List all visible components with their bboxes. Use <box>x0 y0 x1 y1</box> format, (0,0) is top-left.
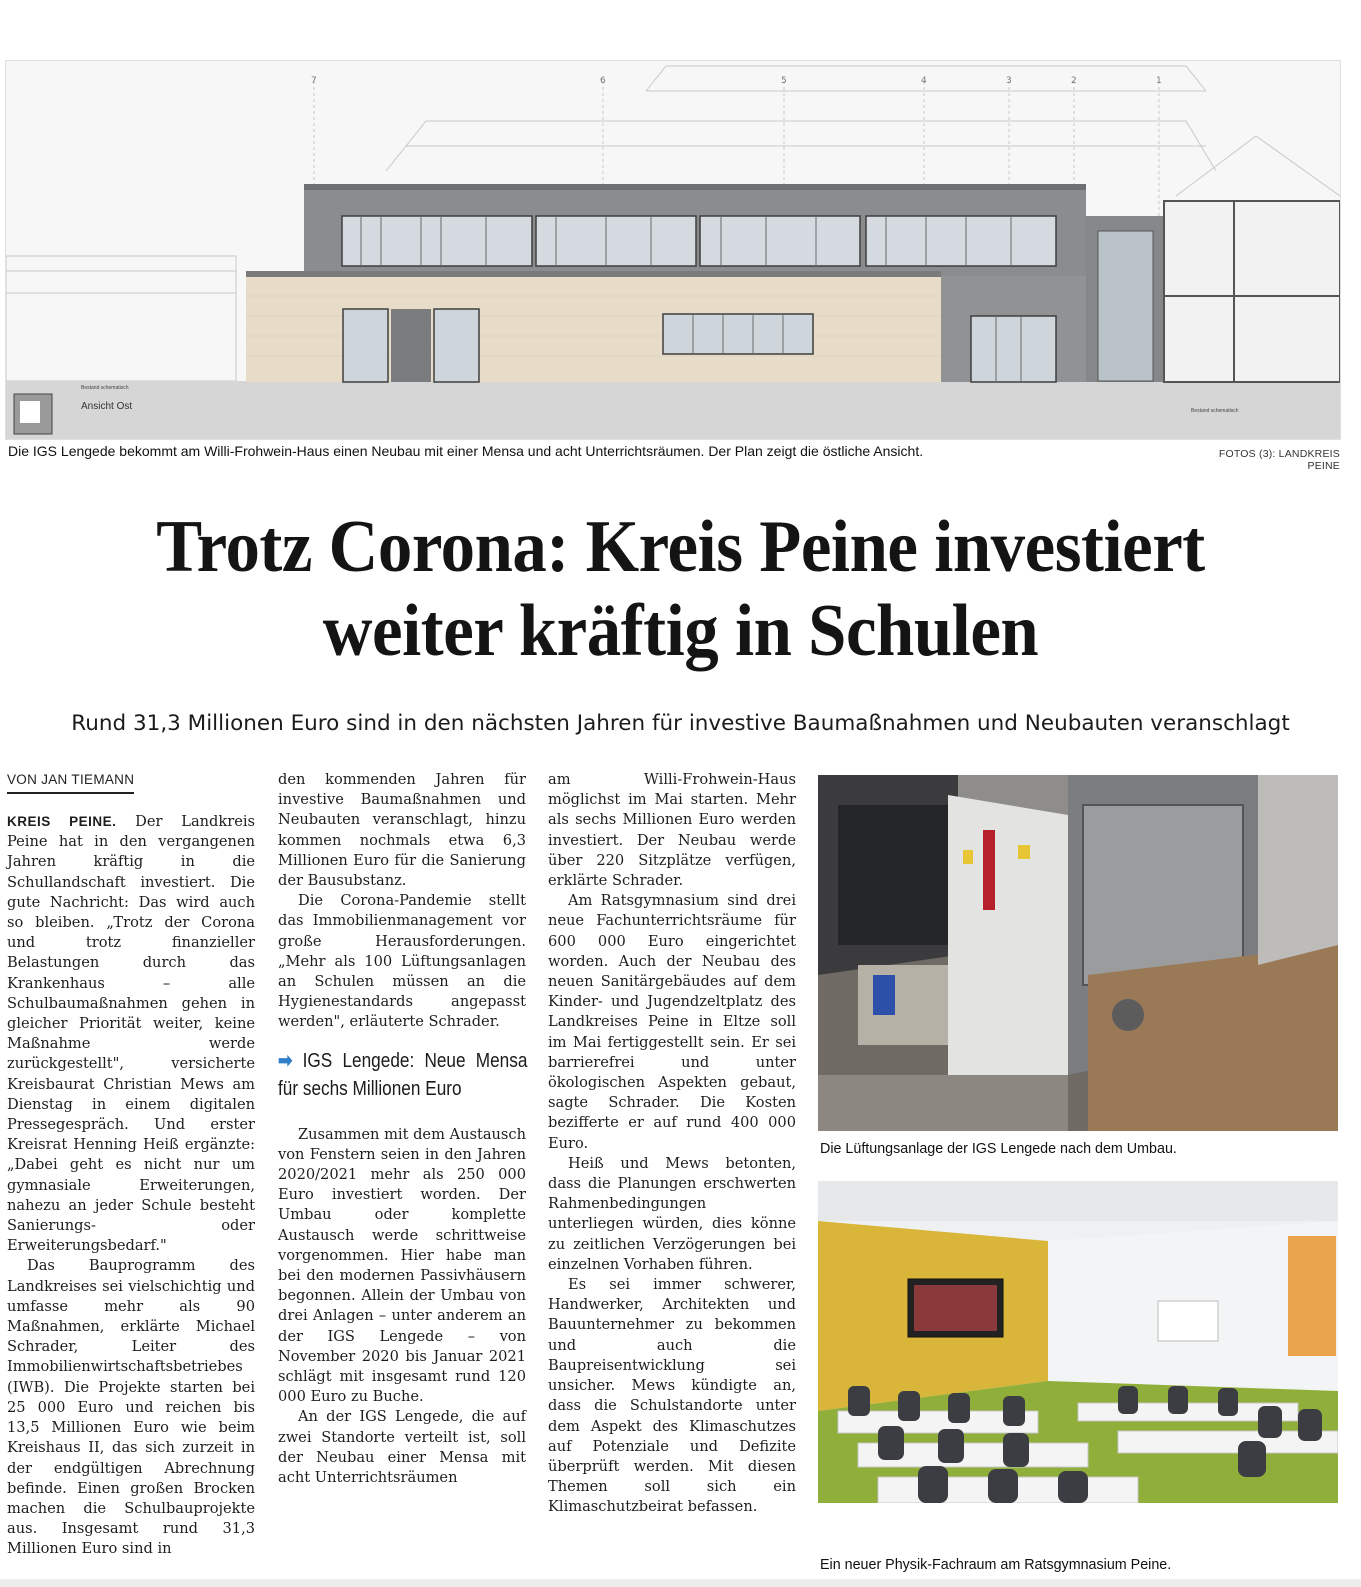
page-bottom-rule <box>0 1579 1361 1587</box>
ventilation-photo <box>818 775 1338 1131</box>
paragraph: Das Bauprogramm des Landkreises sei vielschichtig und umfasse mehr als 90 Maßnahmen, erklärte Michael Schrader, Leiter des Immobilienwirtschaftsbetriebes (IWB). Die Projekte starten bei 25 000 Euro und reichen bis 13,5 Millionen Euro wie beim Kreishaus II, das sich zurzeit in der endgültigen Abrechnung befinde. Einen großen Brocken machen die Schulbauprojekte aus. Insgesamt rund 31,3 Millionen Euro sind in <box>7 1257 255 1558</box>
paragraph: am Willi-Frohwein-Haus möglichst im Mai starten. Mehr als sechs Millionen Euro werden investiert. Der Neubau werde über 220 Sitzplätze verfügen, erklärte Schrader. <box>548 771 796 890</box>
axis-label: 2 <box>1071 76 1077 86</box>
building-plan-image <box>5 60 1341 440</box>
paragraph: Zusammen mit dem Austausch von Fenstern seien in den Jahren 2020/2021 mehr als 250 000 Euro investiert worden. Der Umbau oder komplette Austausch werde schrittweise vorgenommen. Hier habe man bei den modernen Passivhäusern begonnen. Allein der Umbau von drei Anlagen – unter anderem an der IGS Lengede – von November 2020 bis Januar 2021 schlägt mit insgesamt rund 120 000 Euro zu Buche. <box>278 1125 526 1406</box>
top-image-caption: Die IGS Lengede bekommt am Willi-Frohwein-Haus einen Neubau mit einer Mensa und acht Unterrichtsräumen. Der Plan zeigt die östliche Ansicht. <box>8 443 924 459</box>
intertitle <box>278 1047 527 1103</box>
headline-line-1: Trotz Corona: Kreis Peine investiert <box>156 506 1205 588</box>
intertitle-text: IGS Lengede: Neue Mensa für sechs Millionen Euro <box>278 1049 528 1100</box>
photo-credit: FOTOS (3): LANDKREIS PEINE <box>1218 448 1340 472</box>
plan-label: Ansicht Ost <box>81 401 133 412</box>
headline <box>48 505 1314 673</box>
byline: VON JAN TIEMANN <box>7 772 134 794</box>
paragraph: den kommenden Jahren für investive Baumaßnahmen und Neubauten veranschlagt, hinzu kommen nochmals etwa 6,3 Millionen Euro für die Sanierung der Bausubstanz. <box>278 771 526 890</box>
paragraph: Heiß und Mews betonten, dass die Planungen erschwerten Rahmenbedingungen unterliegen würden, dies könne zu zeitlichen Verzögerungen bei einzelnen Vorhaben führen. <box>548 1154 796 1273</box>
arrow-right-icon: ➡ <box>278 1049 293 1072</box>
article-column-2 <box>278 770 526 1488</box>
axis-label: 4 <box>921 76 927 86</box>
paragraph: Am Ratsgymnasium sind drei neue Fachunterrichtsräume für 600 000 Euro eingerichtet worden. Auch der Neubau des neuen Sanitärgebäudes auf dem Kinder- und Jugendzeltplatz des Landkreises Peine in Eltze soll im Mai fertiggestellt sein. Er sei barrierefrei und unter ökologischen Aspekten gebaut, sagte Schrader. Die Kosten bezifferte er auf rund 400 000 Euro. <box>548 892 796 1152</box>
dateline: KREIS PEINE. <box>7 814 117 829</box>
axis-label: 7 <box>311 76 317 86</box>
paragraph: Die Corona-Pandemie stellt das Immobilienmanagement vor große Herausforderungen. „Mehr als 100 Lüftungsanlagen an Schulen müssen an die Hygienestandards angepasst werden", erläuterte Schrader. <box>278 892 526 1031</box>
paragraph: Es sei immer schwerer, Handwerker, Architekten und Bauunternehmer zu bekommen und auch die Baupreisentwicklung sei unsicher. Mews kündigte an, dass die Schulstandorte unter dem Aspekt des Klimaschutzes auf Potenziale und Defizite überprüft werden. Mit diesen Themen soll sich ein Klimaschutzbeirat befassen. <box>548 1276 796 1516</box>
ventilation-caption: Die Lüftungsanlage der IGS Lengede nach dem Umbau. <box>820 1141 1177 1157</box>
physics-room-caption: Ein neuer Physik-Fachraum am Ratsgymnasium Peine. <box>820 1557 1172 1573</box>
article-column-1 <box>7 812 255 1560</box>
subheadline: Rund 31,3 Millionen Euro sind in den nächsten Jahren für investive Baumaßnahmen und Neubauten veranschlagt <box>71 711 1290 736</box>
article-column-3 <box>548 770 796 1518</box>
paragraph: KREIS PEINE. Der Landkreis Peine hat in den vergangenen Jahren kräftig in die Schullandschaft investiert. Die gute Nachricht: Das wird auch so bleiben. „Trotz der Corona und trotz finanzieller Belastungen durch das Krankenhaus – alle Schulbaumaßnahmen gehen in gleicher Priorität weiter, keine Maßnahme werde zurückgestellt", versicherte Kreisbaurat Christian Mews am Dienstag in einem digitalen Pressegespräch. Und erster Kreisrat Henning Heiß ergänzte: „Dabei geht es nicht nur um gymnasiale Erweiterungen, nahezu an jeder Schule besteht Sanierungs- oder Erweiterungsbedarf." <box>7 813 255 1255</box>
axis-label: 5 <box>781 76 787 86</box>
plan-note-left: Bestand schematisch <box>81 385 129 391</box>
plan-note-right: Bestand schematisch <box>1191 408 1239 414</box>
physics-room-photo <box>818 1181 1338 1503</box>
axis-label: 3 <box>1006 76 1012 86</box>
axis-label: 1 <box>1156 76 1162 86</box>
paragraph: An der IGS Lengede, die auf zwei Standorte verteilt ist, soll der Neubau einer Mensa mit acht Unterrichtsräumen <box>278 1408 526 1487</box>
axis-label: 6 <box>600 76 606 86</box>
headline-line-2: weiter kräftig in Schulen <box>322 590 1039 672</box>
